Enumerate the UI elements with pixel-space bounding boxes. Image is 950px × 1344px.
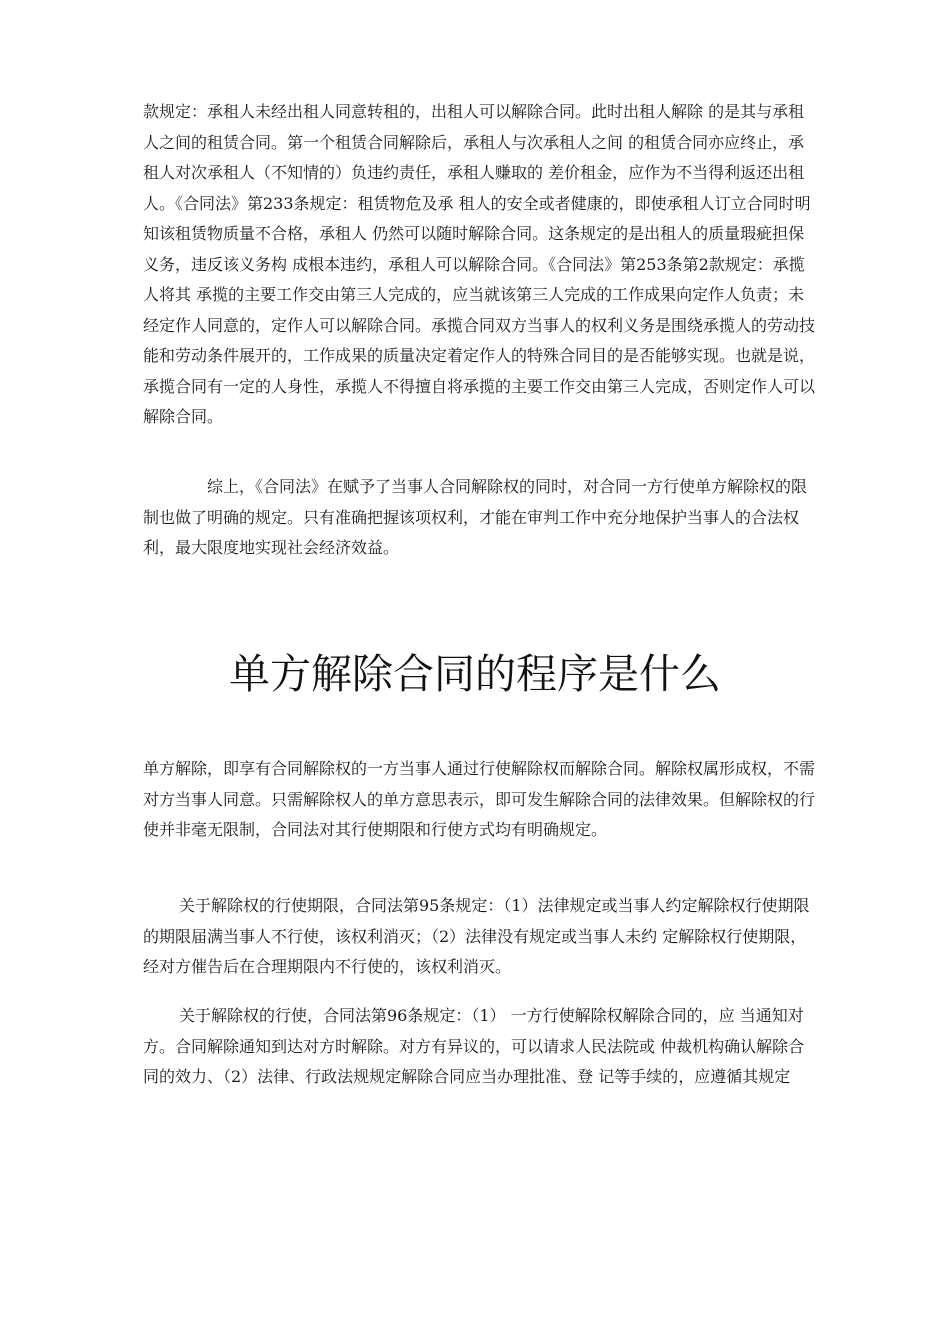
paragraph-summary: 综上，《合同法》在赋予了当事人合同解除权的同时，对合同一方行使单方解除权的限制也做了明确的规定。只有准确把握该项权利，才能在审判工作中充分地保护当事人的合法权利，最大限度地实现社会经济效益。 bbox=[143, 477, 808, 557]
paragraph-exercise-method: 关于解除权的行使，合同法第96条规定：（1） 一方行使解除权解除合同的，应 当通知对方。合同解除通知到达对方时解除。对方有异议的，可以请求人民法院或 仲裁机构确认解除合同的效力、（2）法律、行政法规规定解除合同应当办理批准、登 记等手续的，应遵循其规定 bbox=[143, 1006, 805, 1086]
section-heading: 单方解除合同的程序是什么 bbox=[229, 650, 721, 698]
paragraph-unilateral-termination: 单方解除，即享有合同解除权的一方当事人通过行使解除权而解除合同。解除权属形成权，不需对方当事人同意。只需解除权人的单方意思表示，即可发生解除合同的法律效果。但解除权的行使并非毫无限制，合同法对其行使期限和行使方式均有明确规定。 bbox=[143, 759, 816, 839]
paragraph-exercise-period: 关于解除权的行使期限，合同法第95条规定：（1）法律规定或当事人约定解除权行使期限的期限届满当事人不行使，该权利消灭；（2）法律没有规定或当事人未约 定解除权行使期限，经对方催告后在合理期限内不行使的，该权利消灭。 bbox=[143, 896, 810, 976]
paragraph-lease-termination: 款规定：承租人未经出租人同意转租的，出租人可以解除合同。此时出租人解除 的是其与承租人之间的租赁合同。第一个租赁合同解除后，承租人与次承租人之间 的租赁合同亦应终止，承租人对次承租人（不知情的）负违约责任，承租人赚取的 差价租金，应作为不当得利返还出租人。《合同法》第233条规定：租赁物危及承 租人的安全或者健康的，即使承租人订立合同时明知该租赁物质量不合格，承租人 仍然可以随时解除合同。这条规定的是出租人的质量瑕疵担保义务，违反该义务构 成根本违约，承租人可以解除合同。《合同法》第253条第2款规定：承揽人将其 承揽的主要工作交由第三人完成的，应当就该第三人完成的工作成果向定作人负责；未经定作人同意的，定作人可以解除合同。承揽合同双方当事人的权利义务是围绕承揽人的劳动技能和劳动条件展开的，工作成果的质量决定着定作人的特殊合同目的是否能够实现。也就是说，承揽合同有一定的人身性，承揽人不得擅自将承揽的主要工作交由第三人完成，否则定作人可以解除合同。 bbox=[143, 102, 816, 426]
